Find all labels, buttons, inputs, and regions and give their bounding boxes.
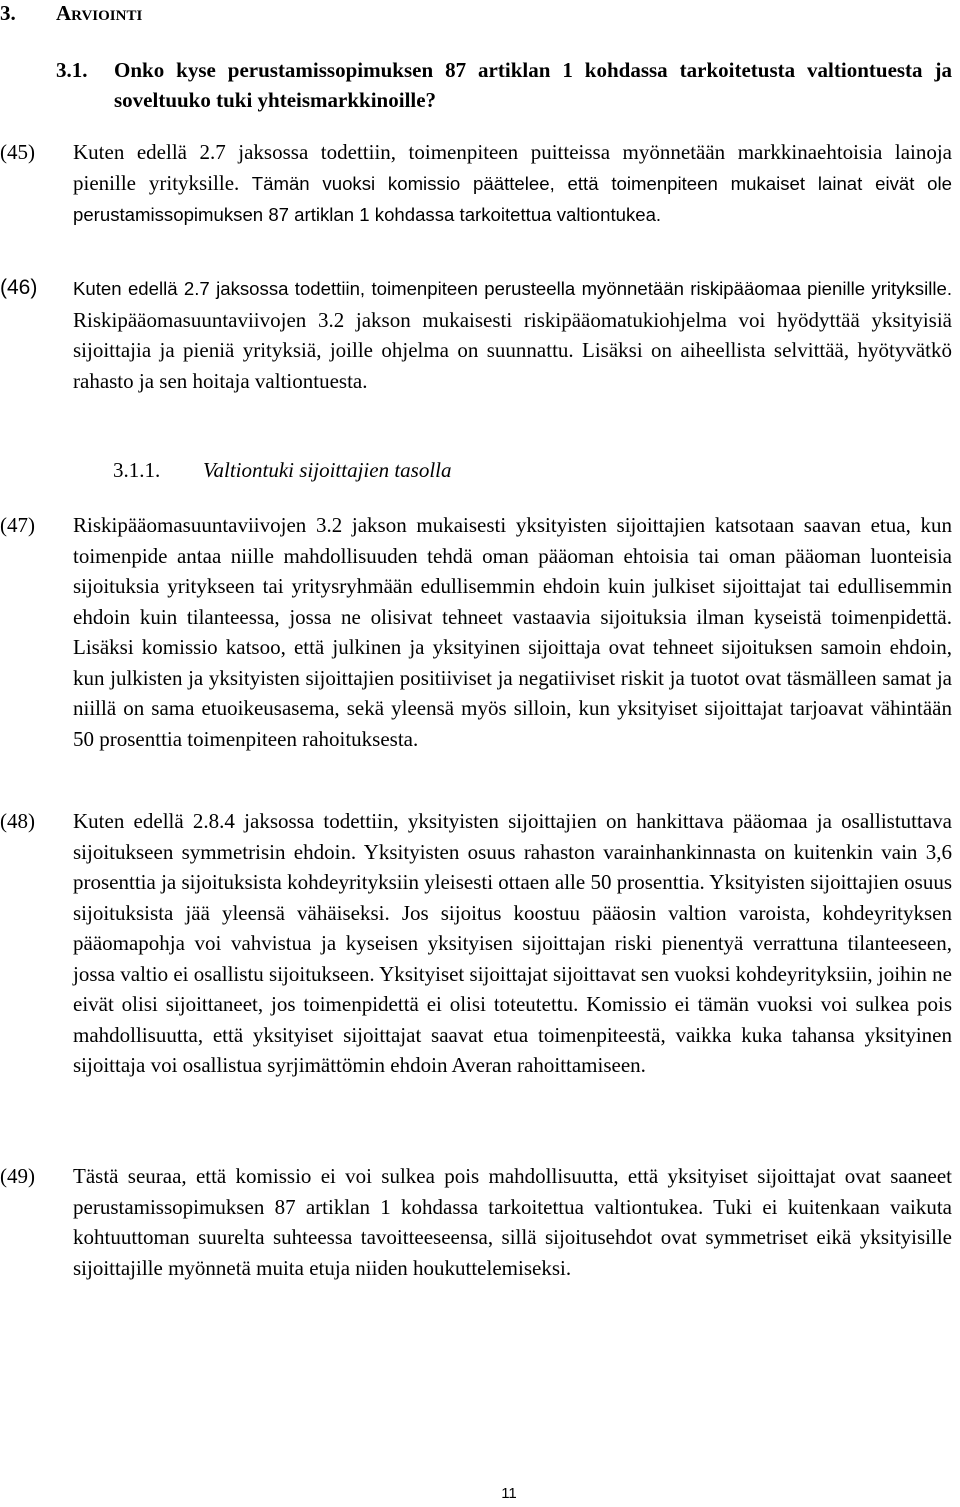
paragraph-text: Riskipääomasuuntaviivojen 3.2 jakson mukaisesti yksityisten sijoittajien katsotaan saavan etua, kun toimenpide antaa niille mahdollisuuden tehdä oman pääoman ehtoisia tai oman pääoman luonteisia sijoituksia yritykseen tai yritysryhmään edullisemmin ehdoin kuin julkiset sijoittajat tai edullisemmin ehdoin kuin tilanteessa, jossa ne olisivat tehneet vastaavia sijoituksia ilman kyseistä toimenpidettä. Lisäksi komissio katsoo, että julkinen ja yksityinen sijoittaja ovat tehneet sijoituksen samoin ehdoin, kun julkisten ja yksityisten sijoittajien positiiviset ja negatiiviset riskit ja tuotot ovat täsmälleen samat ja niillä on sama etuoikeusasema, sekä yleensä myös silloin, kun yksityiset sijoittajat tarjoavat vähintään 50 prosenttia toimenpiteen rahoituksesta. xyxy=(73,513,952,751)
paragraph-text-part: Riskipääomasuuntaviivojen 3.2 jakson mukaisesti riskipääomatukiohjelma voi hyödyttää yksityisiä sijoittajia ja pieniä yrityksiä, joille ohjelma on suunnattu. Lisäksi on aiheellista selvittää, hyötyvätkö rahasto ja sen hoitaja valtiontuesta. xyxy=(73,307,952,393)
paragraph-47 xyxy=(0,510,952,754)
paragraph-number: (46) xyxy=(0,276,38,299)
paragraph-45 xyxy=(0,137,952,231)
paragraph-text: Tästä seuraa, että komissio ei voi sulkea pois mahdollisuutta, että yksityiset sijoittajat ovat saaneet perustamissopimuksen 87 artiklan 1 kohdassa tarkoitettua valtiontukea. Tuki ei kuitenkaan vaikuta kohtuuttoman suurelta suhteessa tavoitteeseensa, sillä sijoitusehdot ovat symmetriset eikä yksityisille sijoittajille myönnetä muita etuja niiden houkuttelemiseksi. xyxy=(73,1164,952,1280)
subsection-title: Onko kyse perustamissopimuksen 87 artiklan 1 kohdassa tarkoitetusta valtiontuesta ja soveltuuko tuki yhteismarkkinoille? xyxy=(114,58,952,112)
paragraph-number: (47) xyxy=(0,513,35,537)
subsection-number: 3.1. xyxy=(56,58,88,82)
paragraph-text: Kuten edellä 2.8.4 jaksossa todettiin, yksityisten sijoittajien on hankittava pääomaa ja osallistuttava sijoitukseen symmetrisin ehdoin. Yksityisten osuus rahaston varainhankinnasta on kuitenkin vain 3,6 prosenttia ja sijoituksista kohdeyrityksiin yleisesti ottaen alle 50 prosenttia. Yksityisten sijoittajien osuus sijoituksista jää yleensä vähäiseksi. Jos sijoitus koostuu pääosin valtion varoista, kohdeyrityksen pääomapohja voi vahvistua ja kyseisen yksityisen sijoittajan riski pienentyä verrattuna tilanteeseen, jossa valtio ei osallistu sijoitukseen. Yksityiset sijoittajat sijoittavat sen vuoksi kohdeyrityksiin, joihin ne eivät olisi sijoittaneet, jos toimenpidettä ei olisi toteutettu. Komissio ei tämän vuoksi voi sulkea pois mahdollisuutta, että yksityiset sijoittajat saavat etua toimenpiteestä, vaikka kuka tahansa yksityinen sijoittaja voi osallistua syrjimättömin ehdoin Averan rahoittamiseen. xyxy=(73,809,952,1077)
subsubsection-number: 3.1.1. xyxy=(113,458,161,482)
paragraph-48 xyxy=(0,806,952,1081)
paragraph-number: (49) xyxy=(0,1164,35,1188)
page-number: 11 xyxy=(501,1485,517,1502)
section-heading xyxy=(0,0,142,26)
paragraph-text xyxy=(73,137,952,231)
subsubsection-heading xyxy=(113,455,452,485)
section-number: 3. xyxy=(0,1,16,25)
paragraph-text-part: Kuten edellä 2.7 jaksossa todettiin, toimenpiteen puitteissa myönnetään markkinaehtoisia lainoja pienille yrityksille. xyxy=(73,140,952,195)
paragraph-text xyxy=(73,273,952,396)
section-title: Arviointi xyxy=(56,1,143,25)
paragraph-text-part: Tämän vuoksi komissio päättelee, että toimenpiteen mukaiset lainat eivät ole perustamissopimuksen 87 artiklan 1 kohdassa tarkoitettua valtiontukea. xyxy=(73,172,952,225)
paragraph-number: (45) xyxy=(0,140,35,164)
subsection-heading xyxy=(56,55,952,115)
paragraph-text-part: Kuten edellä 2.7 jaksossa todettiin, toimenpiteen perusteella myönnetään riskipääomaa pienille yrityksille. xyxy=(73,278,952,299)
subsubsection-title: Valtiontuki sijoittajien tasolla xyxy=(203,458,452,482)
paragraph-46 xyxy=(0,273,952,396)
paragraph-49 xyxy=(0,1161,952,1283)
paragraph-number: (48) xyxy=(0,809,35,833)
